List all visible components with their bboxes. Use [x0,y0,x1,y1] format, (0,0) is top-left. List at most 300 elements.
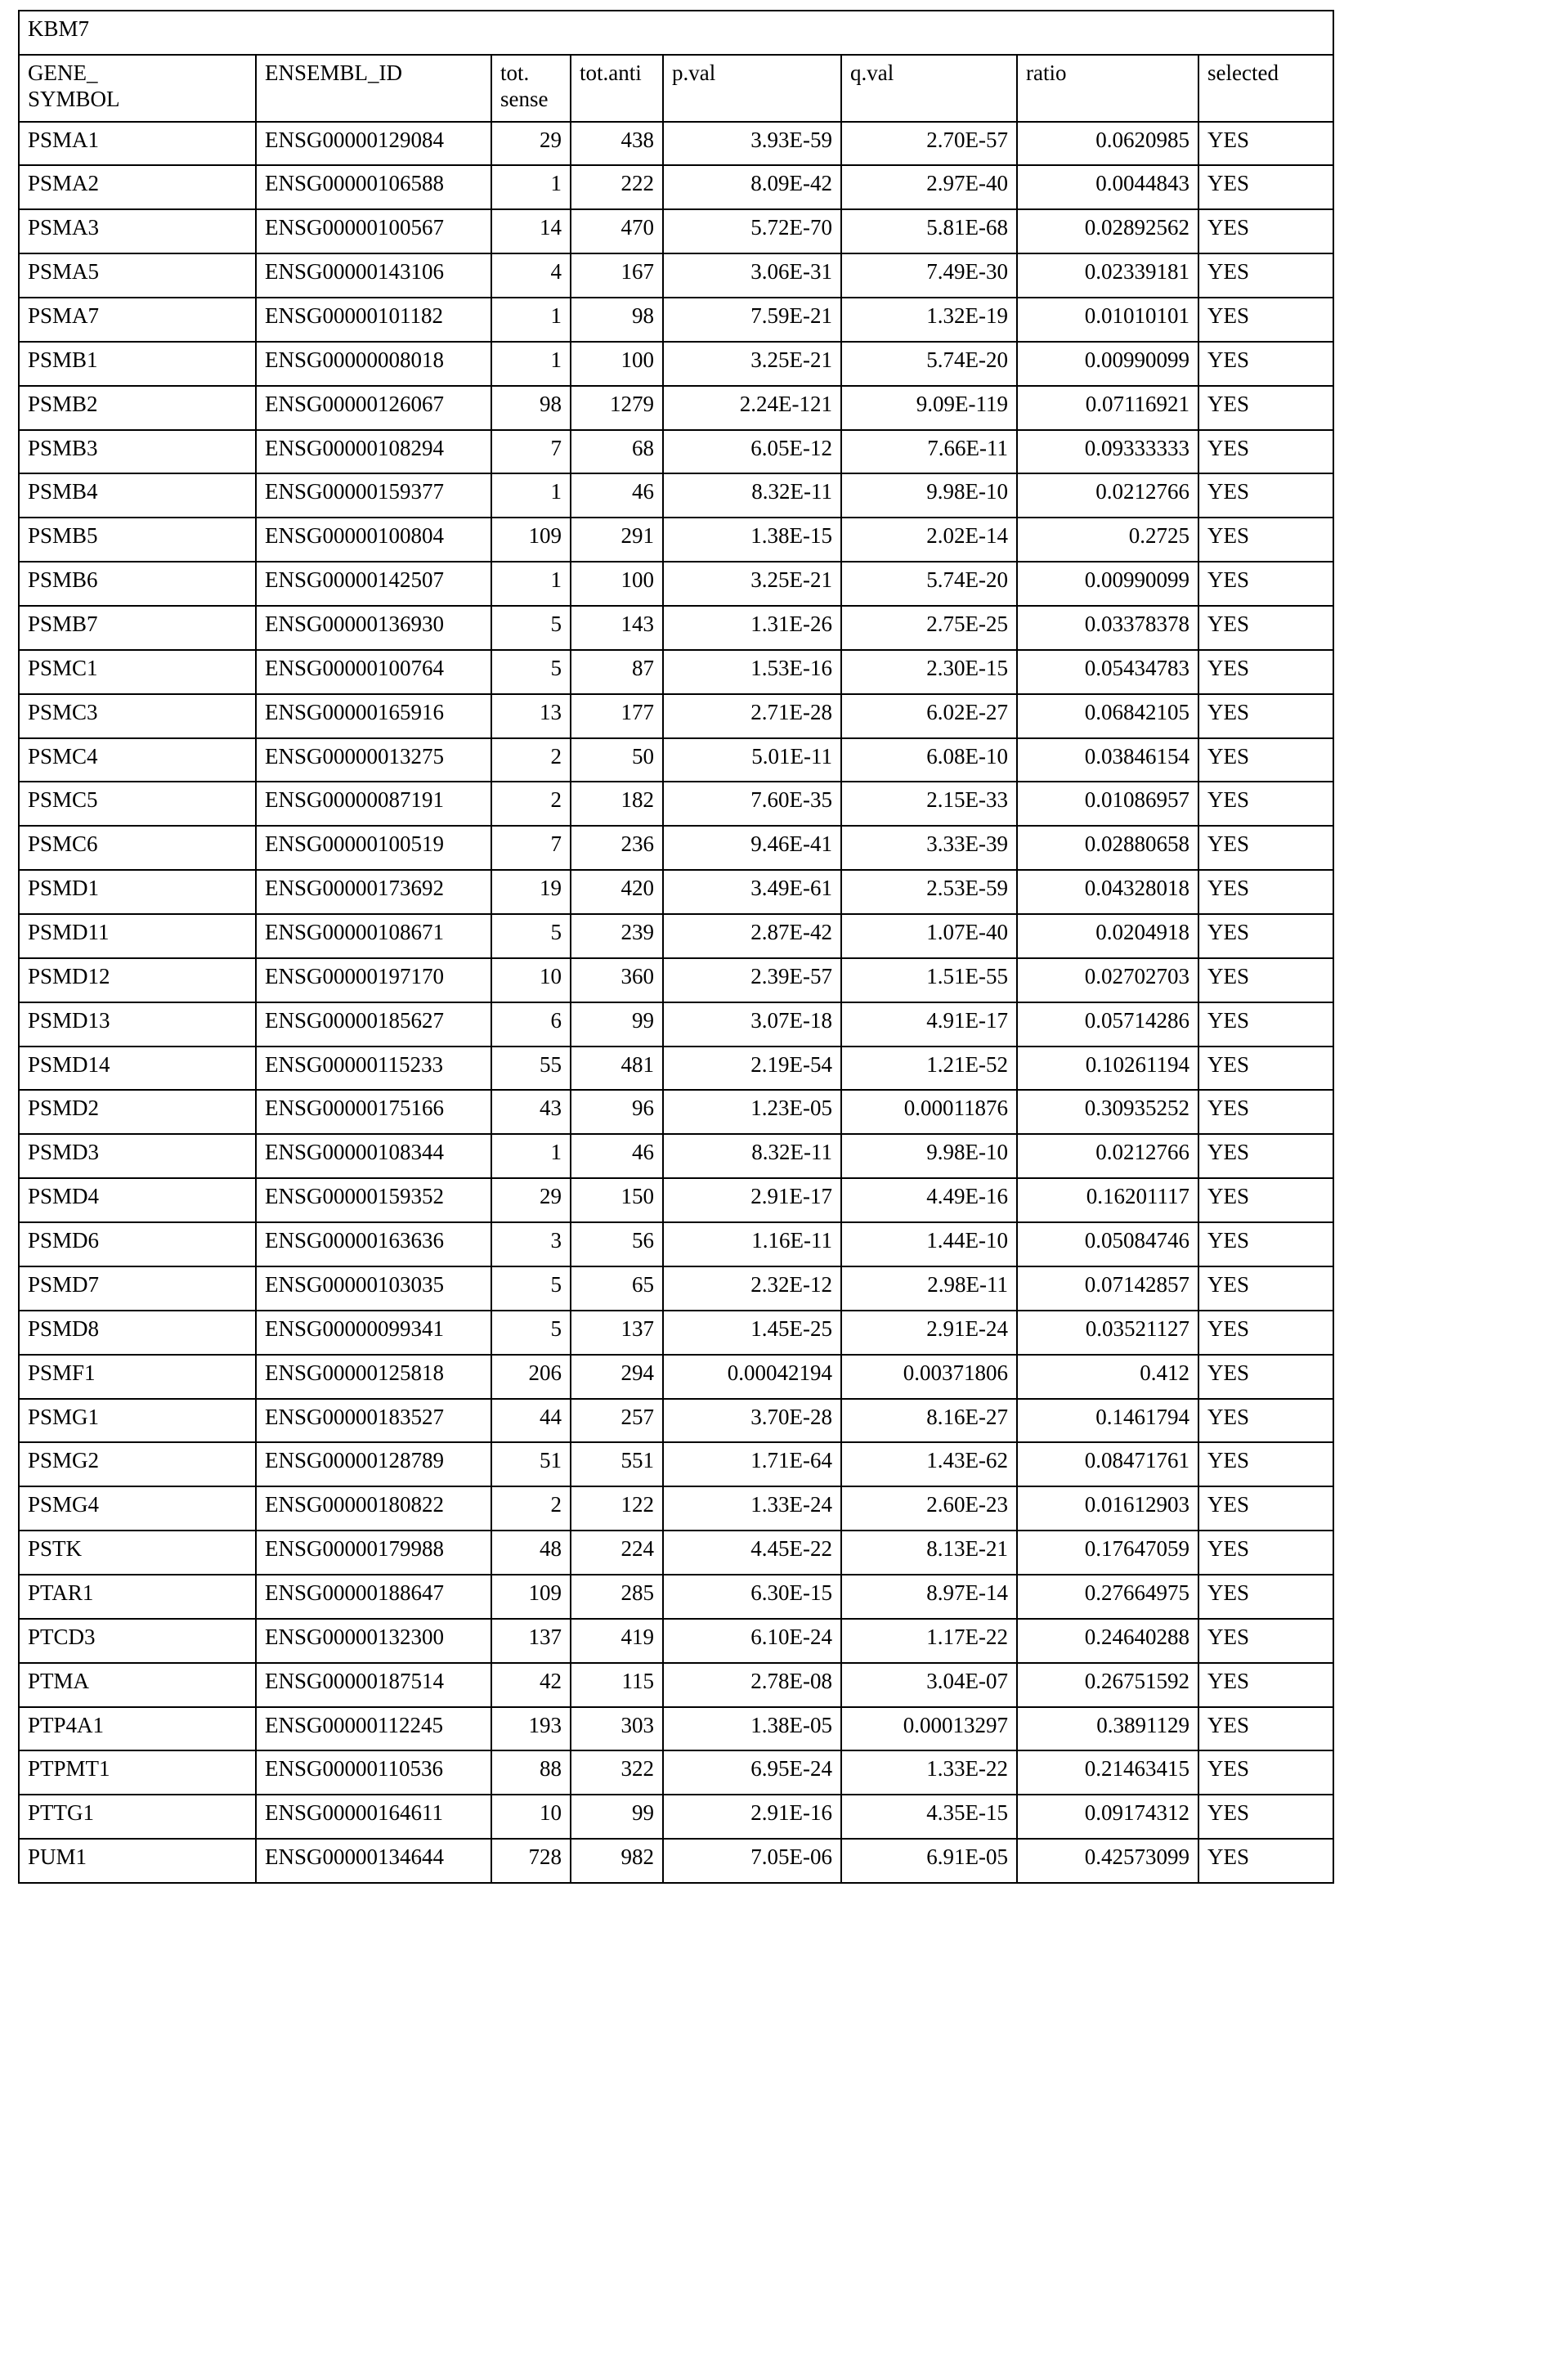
cell-tot-anti: 150 [571,1178,663,1222]
cell-tot-anti: 239 [571,914,663,958]
cell-tot-anti: 303 [571,1707,663,1751]
cell-p-val: 8.32E-11 [663,473,841,518]
cell-tot-anti: 46 [571,1134,663,1178]
cell-q-val: 0.00371806 [841,1355,1017,1399]
cell-q-val: 1.17E-22 [841,1619,1017,1663]
cell-tot-sense: 1 [491,1134,571,1178]
table-row [19,958,1333,1002]
cell-ensembl-id: ENSG00000164611 [256,1795,491,1839]
cell-ensembl-id: ENSG00000197170 [256,958,491,1002]
cell-q-val: 2.97E-40 [841,165,1017,209]
cell-selected: YES [1198,1663,1333,1707]
table-row [19,1795,1333,1839]
cell-p-val: 3.06E-31 [663,253,841,298]
table-row [19,914,1333,958]
table-row [19,650,1333,694]
cell-ensembl-id: ENSG00000100804 [256,518,491,562]
cell-ensembl-id: ENSG00000100764 [256,650,491,694]
cell-p-val: 0.00042194 [663,1355,841,1399]
cell-p-val: 3.49E-61 [663,870,841,914]
cell-gene-symbol: PTMA [19,1663,256,1707]
cell-ratio: 0.30935252 [1017,1090,1198,1134]
cell-tot-sense: 29 [491,122,571,166]
cell-ratio: 0.01086957 [1017,782,1198,826]
cell-ensembl-id: ENSG00000173692 [256,870,491,914]
cell-ensembl-id: ENSG00000134644 [256,1839,491,1883]
table-header-row [19,55,1333,122]
cell-tot-anti: 100 [571,342,663,386]
cell-gene-symbol: PSMB2 [19,386,256,430]
cell-tot-sense: 19 [491,870,571,914]
cell-q-val: 1.21E-52 [841,1047,1017,1091]
table-row [19,1486,1333,1531]
cell-ratio: 0.01010101 [1017,298,1198,342]
table-row [19,473,1333,518]
cell-selected: YES [1198,1399,1333,1443]
cell-tot-sense: 42 [491,1663,571,1707]
cell-p-val: 6.10E-24 [663,1619,841,1663]
table-row [19,1222,1333,1266]
cell-selected: YES [1198,1090,1333,1134]
cell-gene-symbol: PTPMT1 [19,1750,256,1795]
cell-tot-sense: 2 [491,782,571,826]
cell-gene-symbol: PUM1 [19,1839,256,1883]
table-row [19,1399,1333,1443]
cell-p-val: 1.16E-11 [663,1222,841,1266]
cell-q-val: 1.51E-55 [841,958,1017,1002]
cell-ensembl-id: ENSG00000106588 [256,165,491,209]
cell-selected: YES [1198,386,1333,430]
cell-gene-symbol: PSMB6 [19,562,256,606]
cell-selected: YES [1198,1619,1333,1663]
cell-q-val: 2.98E-11 [841,1266,1017,1311]
cell-p-val: 5.01E-11 [663,738,841,782]
cell-q-val: 9.98E-10 [841,1134,1017,1178]
column-header-tot-sense [491,55,571,122]
cell-ratio: 0.05714286 [1017,1002,1198,1047]
cell-selected: YES [1198,209,1333,253]
table-row [19,782,1333,826]
cell-q-val: 5.74E-20 [841,562,1017,606]
cell-p-val: 1.31E-26 [663,606,841,650]
cell-p-val: 1.23E-05 [663,1090,841,1134]
cell-tot-anti: 87 [571,650,663,694]
cell-tot-sense: 1 [491,165,571,209]
cell-ensembl-id: ENSG00000159377 [256,473,491,518]
cell-q-val: 4.49E-16 [841,1178,1017,1222]
cell-tot-anti: 46 [571,473,663,518]
cell-ratio: 0.05434783 [1017,650,1198,694]
cell-tot-anti: 470 [571,209,663,253]
cell-gene-symbol: PSMG2 [19,1442,256,1486]
cell-tot-sense: 29 [491,1178,571,1222]
cell-ratio: 0.04328018 [1017,870,1198,914]
cell-p-val: 2.87E-42 [663,914,841,958]
cell-p-val: 2.91E-17 [663,1178,841,1222]
cell-q-val: 6.91E-05 [841,1839,1017,1883]
cell-tot-sense: 1 [491,562,571,606]
cell-tot-anti: 236 [571,826,663,870]
cell-tot-sense: 98 [491,386,571,430]
cell-gene-symbol: PSMA1 [19,122,256,166]
cell-selected: YES [1198,1047,1333,1091]
cell-ratio: 0.17647059 [1017,1531,1198,1575]
cell-p-val: 3.25E-21 [663,562,841,606]
cell-selected: YES [1198,826,1333,870]
cell-tot-anti: 322 [571,1750,663,1795]
cell-tot-sense: 1 [491,473,571,518]
table-row [19,870,1333,914]
cell-gene-symbol: PSMD14 [19,1047,256,1091]
table-row [19,1575,1333,1619]
cell-q-val: 8.16E-27 [841,1399,1017,1443]
table-row [19,1002,1333,1047]
cell-tot-sense: 109 [491,518,571,562]
table-row [19,826,1333,870]
cell-p-val: 6.30E-15 [663,1575,841,1619]
table-row [19,430,1333,474]
cell-tot-sense: 10 [491,1795,571,1839]
cell-tot-sense: 88 [491,1750,571,1795]
cell-p-val: 3.93E-59 [663,122,841,166]
cell-ensembl-id: ENSG00000136930 [256,606,491,650]
cell-gene-symbol: PSMC6 [19,826,256,870]
cell-selected: YES [1198,165,1333,209]
cell-tot-sense: 5 [491,606,571,650]
cell-gene-symbol: PTAR1 [19,1575,256,1619]
cell-tot-anti: 551 [571,1442,663,1486]
cell-tot-sense: 1 [491,298,571,342]
column-header-ratio: ratio [1017,55,1198,122]
cell-tot-anti: 257 [571,1399,663,1443]
cell-ensembl-id: ENSG00000159352 [256,1178,491,1222]
cell-q-val: 1.07E-40 [841,914,1017,958]
column-header-gene-symbol [19,55,256,122]
cell-tot-anti: 96 [571,1090,663,1134]
cell-tot-sense: 14 [491,209,571,253]
cell-selected: YES [1198,562,1333,606]
cell-gene-symbol: PSMA2 [19,165,256,209]
cell-q-val: 6.08E-10 [841,738,1017,782]
table-row [19,1531,1333,1575]
cell-ensembl-id: ENSG00000108671 [256,914,491,958]
cell-gene-symbol: PSMD13 [19,1002,256,1047]
cell-tot-anti: 68 [571,430,663,474]
cell-ensembl-id: ENSG00000179988 [256,1531,491,1575]
cell-p-val: 1.38E-05 [663,1707,841,1751]
table-row [19,342,1333,386]
cell-gene-symbol: PSMB5 [19,518,256,562]
cell-ratio: 0.07142857 [1017,1266,1198,1311]
cell-ensembl-id: ENSG00000128789 [256,1442,491,1486]
column-header-tot-anti: tot.anti [571,55,663,122]
cell-ratio: 0.24640288 [1017,1619,1198,1663]
cell-ratio: 0.21463415 [1017,1750,1198,1795]
cell-ensembl-id: ENSG00000187514 [256,1663,491,1707]
cell-selected: YES [1198,1311,1333,1355]
cell-ratio: 0.2725 [1017,518,1198,562]
cell-selected: YES [1198,694,1333,738]
cell-ensembl-id: ENSG00000183527 [256,1399,491,1443]
cell-tot-anti: 438 [571,122,663,166]
table-row [19,1750,1333,1795]
cell-p-val: 2.91E-16 [663,1795,841,1839]
cell-gene-symbol: PSMC5 [19,782,256,826]
table-row [19,738,1333,782]
cell-ratio: 0.42573099 [1017,1839,1198,1883]
cell-selected: YES [1198,1002,1333,1047]
cell-q-val: 1.43E-62 [841,1442,1017,1486]
cell-ensembl-id: ENSG00000165916 [256,694,491,738]
table-row [19,562,1333,606]
cell-gene-symbol: PSTK [19,1531,256,1575]
cell-gene-symbol: PSMB4 [19,473,256,518]
cell-ensembl-id: ENSG00000100567 [256,209,491,253]
cell-tot-sense: 51 [491,1442,571,1486]
cell-q-val: 3.33E-39 [841,826,1017,870]
cell-ratio: 0.00990099 [1017,342,1198,386]
cell-tot-sense: 728 [491,1839,571,1883]
cell-tot-anti: 360 [571,958,663,1002]
cell-tot-anti: 100 [571,562,663,606]
cell-tot-sense: 44 [491,1399,571,1443]
cell-ensembl-id: ENSG00000087191 [256,782,491,826]
cell-ensembl-id: ENSG00000099341 [256,1311,491,1355]
cell-q-val: 7.49E-30 [841,253,1017,298]
cell-tot-anti: 56 [571,1222,663,1266]
cell-ensembl-id: ENSG00000163636 [256,1222,491,1266]
cell-tot-sense: 109 [491,1575,571,1619]
table-row [19,1134,1333,1178]
cell-gene-symbol: PSMD3 [19,1134,256,1178]
table-row [19,209,1333,253]
cell-selected: YES [1198,298,1333,342]
cell-q-val: 9.98E-10 [841,473,1017,518]
cell-tot-anti: 137 [571,1311,663,1355]
cell-p-val: 5.72E-70 [663,209,841,253]
cell-q-val: 3.04E-07 [841,1663,1017,1707]
cell-ensembl-id: ENSG00000008018 [256,342,491,386]
cell-tot-sense: 5 [491,1311,571,1355]
table-row [19,253,1333,298]
cell-gene-symbol: PTTG1 [19,1795,256,1839]
cell-gene-symbol: PSMG4 [19,1486,256,1531]
cell-q-val: 1.32E-19 [841,298,1017,342]
cell-ensembl-id: ENSG00000110536 [256,1750,491,1795]
table-title-row [19,11,1333,55]
cell-gene-symbol: PSMD4 [19,1178,256,1222]
cell-selected: YES [1198,473,1333,518]
cell-ensembl-id: ENSG00000129084 [256,122,491,166]
cell-ensembl-id: ENSG00000175166 [256,1090,491,1134]
cell-tot-sense: 206 [491,1355,571,1399]
cell-p-val: 2.39E-57 [663,958,841,1002]
cell-ratio: 0.0044843 [1017,165,1198,209]
cell-gene-symbol: PTP4A1 [19,1707,256,1751]
cell-tot-sense: 6 [491,1002,571,1047]
table-row [19,1355,1333,1399]
cell-ratio: 0.08471761 [1017,1442,1198,1486]
cell-tot-anti: 143 [571,606,663,650]
cell-tot-anti: 419 [571,1619,663,1663]
cell-ratio: 0.26751592 [1017,1663,1198,1707]
cell-ensembl-id: ENSG00000126067 [256,386,491,430]
cell-selected: YES [1198,122,1333,166]
cell-selected: YES [1198,782,1333,826]
cell-q-val: 5.74E-20 [841,342,1017,386]
table-row [19,694,1333,738]
cell-tot-anti: 182 [571,782,663,826]
cell-ratio: 0.0620985 [1017,122,1198,166]
cell-selected: YES [1198,738,1333,782]
cell-gene-symbol: PSMD1 [19,870,256,914]
cell-ratio: 0.0212766 [1017,1134,1198,1178]
table-row [19,1047,1333,1091]
cell-q-val: 8.13E-21 [841,1531,1017,1575]
cell-p-val: 7.60E-35 [663,782,841,826]
cell-ensembl-id: ENSG00000180822 [256,1486,491,1531]
cell-selected: YES [1198,958,1333,1002]
cell-gene-symbol: PSMB3 [19,430,256,474]
cell-p-val: 6.95E-24 [663,1750,841,1795]
table-row [19,1178,1333,1222]
column-header-line-1: tot. [500,60,530,85]
table-row [19,606,1333,650]
cell-p-val: 2.71E-28 [663,694,841,738]
column-header-line-2: sense [500,86,549,111]
cell-q-val: 7.66E-11 [841,430,1017,474]
cell-selected: YES [1198,1531,1333,1575]
cell-ratio: 0.09333333 [1017,430,1198,474]
cell-gene-symbol: PSMD2 [19,1090,256,1134]
cell-gene-symbol: PSMA3 [19,209,256,253]
cell-ensembl-id: ENSG00000013275 [256,738,491,782]
cell-ratio: 0.3891129 [1017,1707,1198,1751]
cell-gene-symbol: PSMC3 [19,694,256,738]
cell-gene-symbol: PTCD3 [19,1619,256,1663]
cell-ratio: 0.01612903 [1017,1486,1198,1531]
cell-ratio: 0.02339181 [1017,253,1198,298]
cell-ratio: 0.02892562 [1017,209,1198,253]
cell-tot-anti: 65 [571,1266,663,1311]
table-row [19,165,1333,209]
cell-p-val: 1.71E-64 [663,1442,841,1486]
cell-selected: YES [1198,1222,1333,1266]
cell-gene-symbol: PSMB7 [19,606,256,650]
table-row [19,298,1333,342]
table-row [19,1619,1333,1663]
cell-gene-symbol: PSMD12 [19,958,256,1002]
cell-ratio: 0.1461794 [1017,1399,1198,1443]
cell-tot-sense: 2 [491,1486,571,1531]
cell-ensembl-id: ENSG00000188647 [256,1575,491,1619]
cell-ratio: 0.03378378 [1017,606,1198,650]
table-row [19,1707,1333,1751]
cell-gene-symbol: PSMF1 [19,1355,256,1399]
cell-p-val: 8.32E-11 [663,1134,841,1178]
cell-ensembl-id: ENSG00000112245 [256,1707,491,1751]
cell-ensembl-id: ENSG00000115233 [256,1047,491,1091]
cell-tot-sense: 2 [491,738,571,782]
cell-tot-anti: 115 [571,1663,663,1707]
cell-ratio: 0.05084746 [1017,1222,1198,1266]
cell-tot-anti: 420 [571,870,663,914]
table-row [19,1266,1333,1311]
table-row [19,1839,1333,1883]
cell-selected: YES [1198,1178,1333,1222]
column-header-line-1: GENE_ [28,60,98,85]
cell-p-val: 1.45E-25 [663,1311,841,1355]
cell-q-val: 2.53E-59 [841,870,1017,914]
column-header-line-2: SYMBOL [28,86,120,111]
cell-gene-symbol: PSMG1 [19,1399,256,1443]
cell-gene-symbol: PSMA7 [19,298,256,342]
cell-q-val: 0.00013297 [841,1707,1017,1751]
cell-p-val: 7.05E-06 [663,1839,841,1883]
kbm7-data-table [18,10,1334,1884]
cell-selected: YES [1198,1266,1333,1311]
table-row [19,1311,1333,1355]
table-row [19,1090,1333,1134]
cell-ensembl-id: ENSG00000100519 [256,826,491,870]
cell-ensembl-id: ENSG00000108344 [256,1134,491,1178]
cell-q-val: 6.02E-27 [841,694,1017,738]
cell-tot-anti: 167 [571,253,663,298]
cell-tot-sense: 5 [491,1266,571,1311]
cell-tot-anti: 99 [571,1002,663,1047]
cell-ratio: 0.02880658 [1017,826,1198,870]
cell-p-val: 1.38E-15 [663,518,841,562]
cell-tot-sense: 7 [491,430,571,474]
column-header-selected: selected [1198,55,1333,122]
cell-p-val: 7.59E-21 [663,298,841,342]
cell-selected: YES [1198,1839,1333,1883]
cell-p-val: 2.32E-12 [663,1266,841,1311]
cell-p-val: 3.07E-18 [663,1002,841,1047]
cell-tot-sense: 13 [491,694,571,738]
cell-ratio: 0.03521127 [1017,1311,1198,1355]
cell-p-val: 2.24E-121 [663,386,841,430]
cell-tot-anti: 98 [571,298,663,342]
cell-p-val: 1.33E-24 [663,1486,841,1531]
cell-ratio: 0.02702703 [1017,958,1198,1002]
cell-ratio: 0.0204918 [1017,914,1198,958]
cell-selected: YES [1198,650,1333,694]
cell-tot-anti: 291 [571,518,663,562]
cell-tot-sense: 10 [491,958,571,1002]
table-row [19,1663,1333,1707]
cell-tot-sense: 3 [491,1222,571,1266]
cell-ensembl-id: ENSG00000142507 [256,562,491,606]
cell-selected: YES [1198,606,1333,650]
column-header-q-val: q.val [841,55,1017,122]
cell-q-val: 9.09E-119 [841,386,1017,430]
cell-tot-anti: 481 [571,1047,663,1091]
cell-tot-anti: 222 [571,165,663,209]
cell-ensembl-id: ENSG00000132300 [256,1619,491,1663]
table-row [19,1442,1333,1486]
cell-p-val: 4.45E-22 [663,1531,841,1575]
table-row [19,518,1333,562]
cell-tot-sense: 193 [491,1707,571,1751]
cell-p-val: 3.25E-21 [663,342,841,386]
cell-q-val: 2.75E-25 [841,606,1017,650]
table-row [19,386,1333,430]
cell-q-val: 4.35E-15 [841,1795,1017,1839]
cell-selected: YES [1198,1575,1333,1619]
cell-gene-symbol: PSMD11 [19,914,256,958]
cell-tot-sense: 55 [491,1047,571,1091]
